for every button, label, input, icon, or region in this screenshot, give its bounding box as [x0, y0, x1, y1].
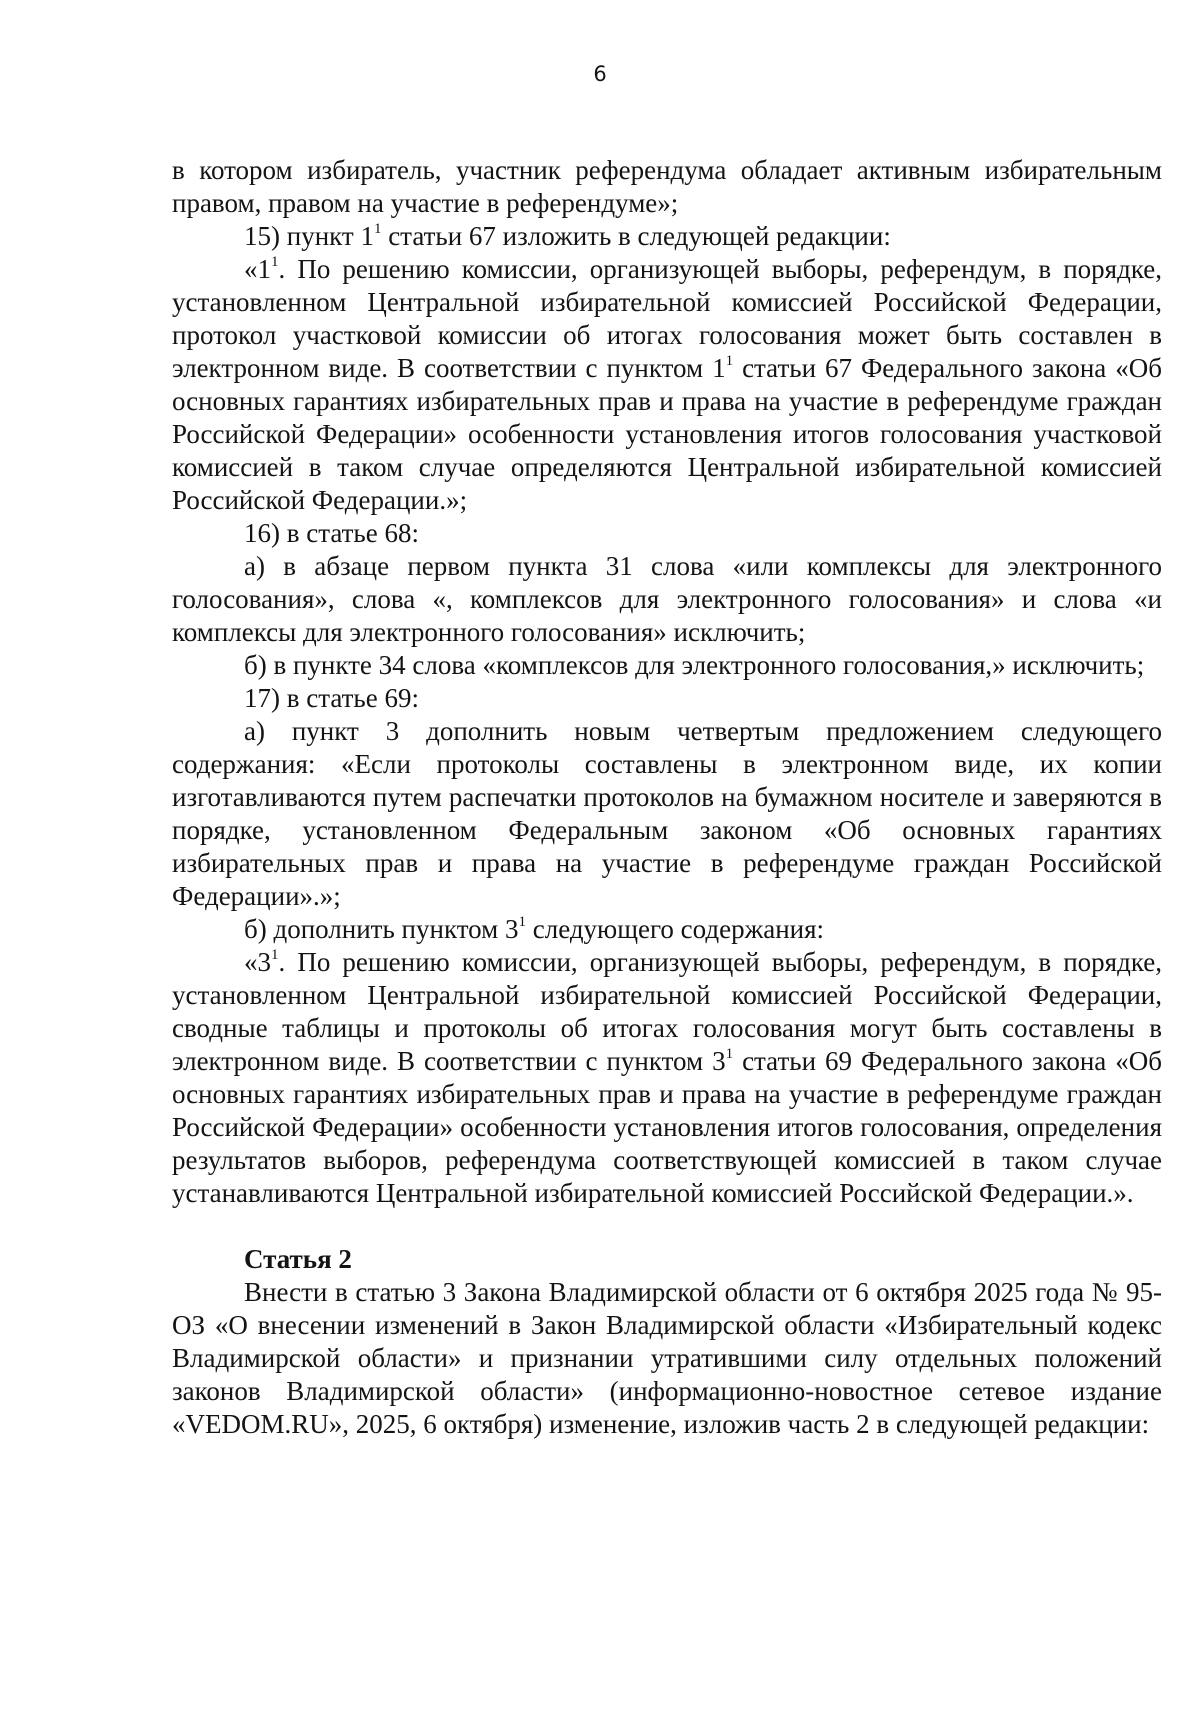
paragraph: б) в пункте 34 слова «комплексов для электронного голосования,» исключить;: [244, 650, 1145, 680]
superscript-mark: 1: [518, 914, 526, 930]
superscript-mark: 1: [725, 353, 734, 369]
paragraph: а) пункт 3 дополнить новым четвертым предложением следующего содержания: «Если протоколы составлены в электронном виде, их копии изготавливаются путем распечатки протоколов на бумажном носителе и заверяются в порядке, установленном Федеральным законом «Об основных гарантиях избирательных прав и права на участие в референдуме граждан Российской Федерации».»;: [172, 716, 1162, 911]
superscript-mark: 1: [271, 254, 279, 270]
paragraph: «$3^1$. По решению комиссии, организующей выборы, референдум, в порядке, установленном Центральной избирательной комиссией Российской Федерации, сводные таблицы и протоколы об итогах голосования могут быть составлены в электронном виде. В соответствии с пунктом $3^1$ статьи 69 Федерального закона «Об основных гарантиях избирательных прав и права на участие в референдуме граждан Российской Федерации» особенности установления итогов голосования, определения результатов выборов, референдума соответствующей комиссией в таком случае устанавливаются Центральной избирательной комиссией Российской Федерации.».: [172, 947, 1162, 1208]
document-body: [172, 154, 1162, 1441]
superscript-mark: 1: [725, 1046, 734, 1062]
paragraph: «$1^1$. По решению комиссии, организующей выборы, референдум, в порядке, установленном Центральной избирательной комиссией Российской Федерации, протокол участковой комиссии об итогах голосования может быть составлен в электронном виде. В соответствии с пунктом $1^1$ статьи 67 Федерального закона «Об основных гарантиях избирательных прав и права на участие в референдуме граждан Российской Федерации» особенности установления итогов голосования участковой комиссией в таком случае определяются Центральной избирательной комиссией Российской Федерации.»;: [172, 254, 1162, 515]
superscript-mark: 1: [373, 221, 382, 237]
paragraph: 17) в статье 69:: [244, 683, 419, 713]
paragraph: в котором избиратель, участник референдума обладает активным избирательным правом, правом на участие в референдуме»;: [172, 155, 1162, 218]
article-text: Внести в статью 3 Закона Владимирской области от 6 октября 2025 года № 95-ОЗ «О внесении изменений в Закон Владимирской области «Избирательный кодекс Владимирской области» и признании утратившими силу отдельных положений законов Владимирской области» (информационно-новостное сетевое издание «VEDOM.RU», 2025, 6 октября) изменение, изложив часть 2 в следующей редакции:: [172, 1277, 1162, 1439]
paragraph: 15) пункт $1^1$ статьи 67 изложить в следующей редакции:: [244, 221, 891, 251]
paragraph: б) дополнить пунктом $3^1$ следующего содержания:: [244, 914, 825, 944]
article-heading: Статья 2: [244, 1244, 352, 1274]
page-number: 6: [593, 62, 607, 86]
paragraph: а) в абзаце первом пункта 31 слова «или комплексы для электронного голосования», слова «, комплексов для электронного голосования» и слова «и комплексы для электронного голосования» исключить;: [172, 551, 1162, 647]
paragraph: 16) в статье 68:: [244, 518, 419, 548]
superscript-mark: 1: [271, 947, 279, 963]
